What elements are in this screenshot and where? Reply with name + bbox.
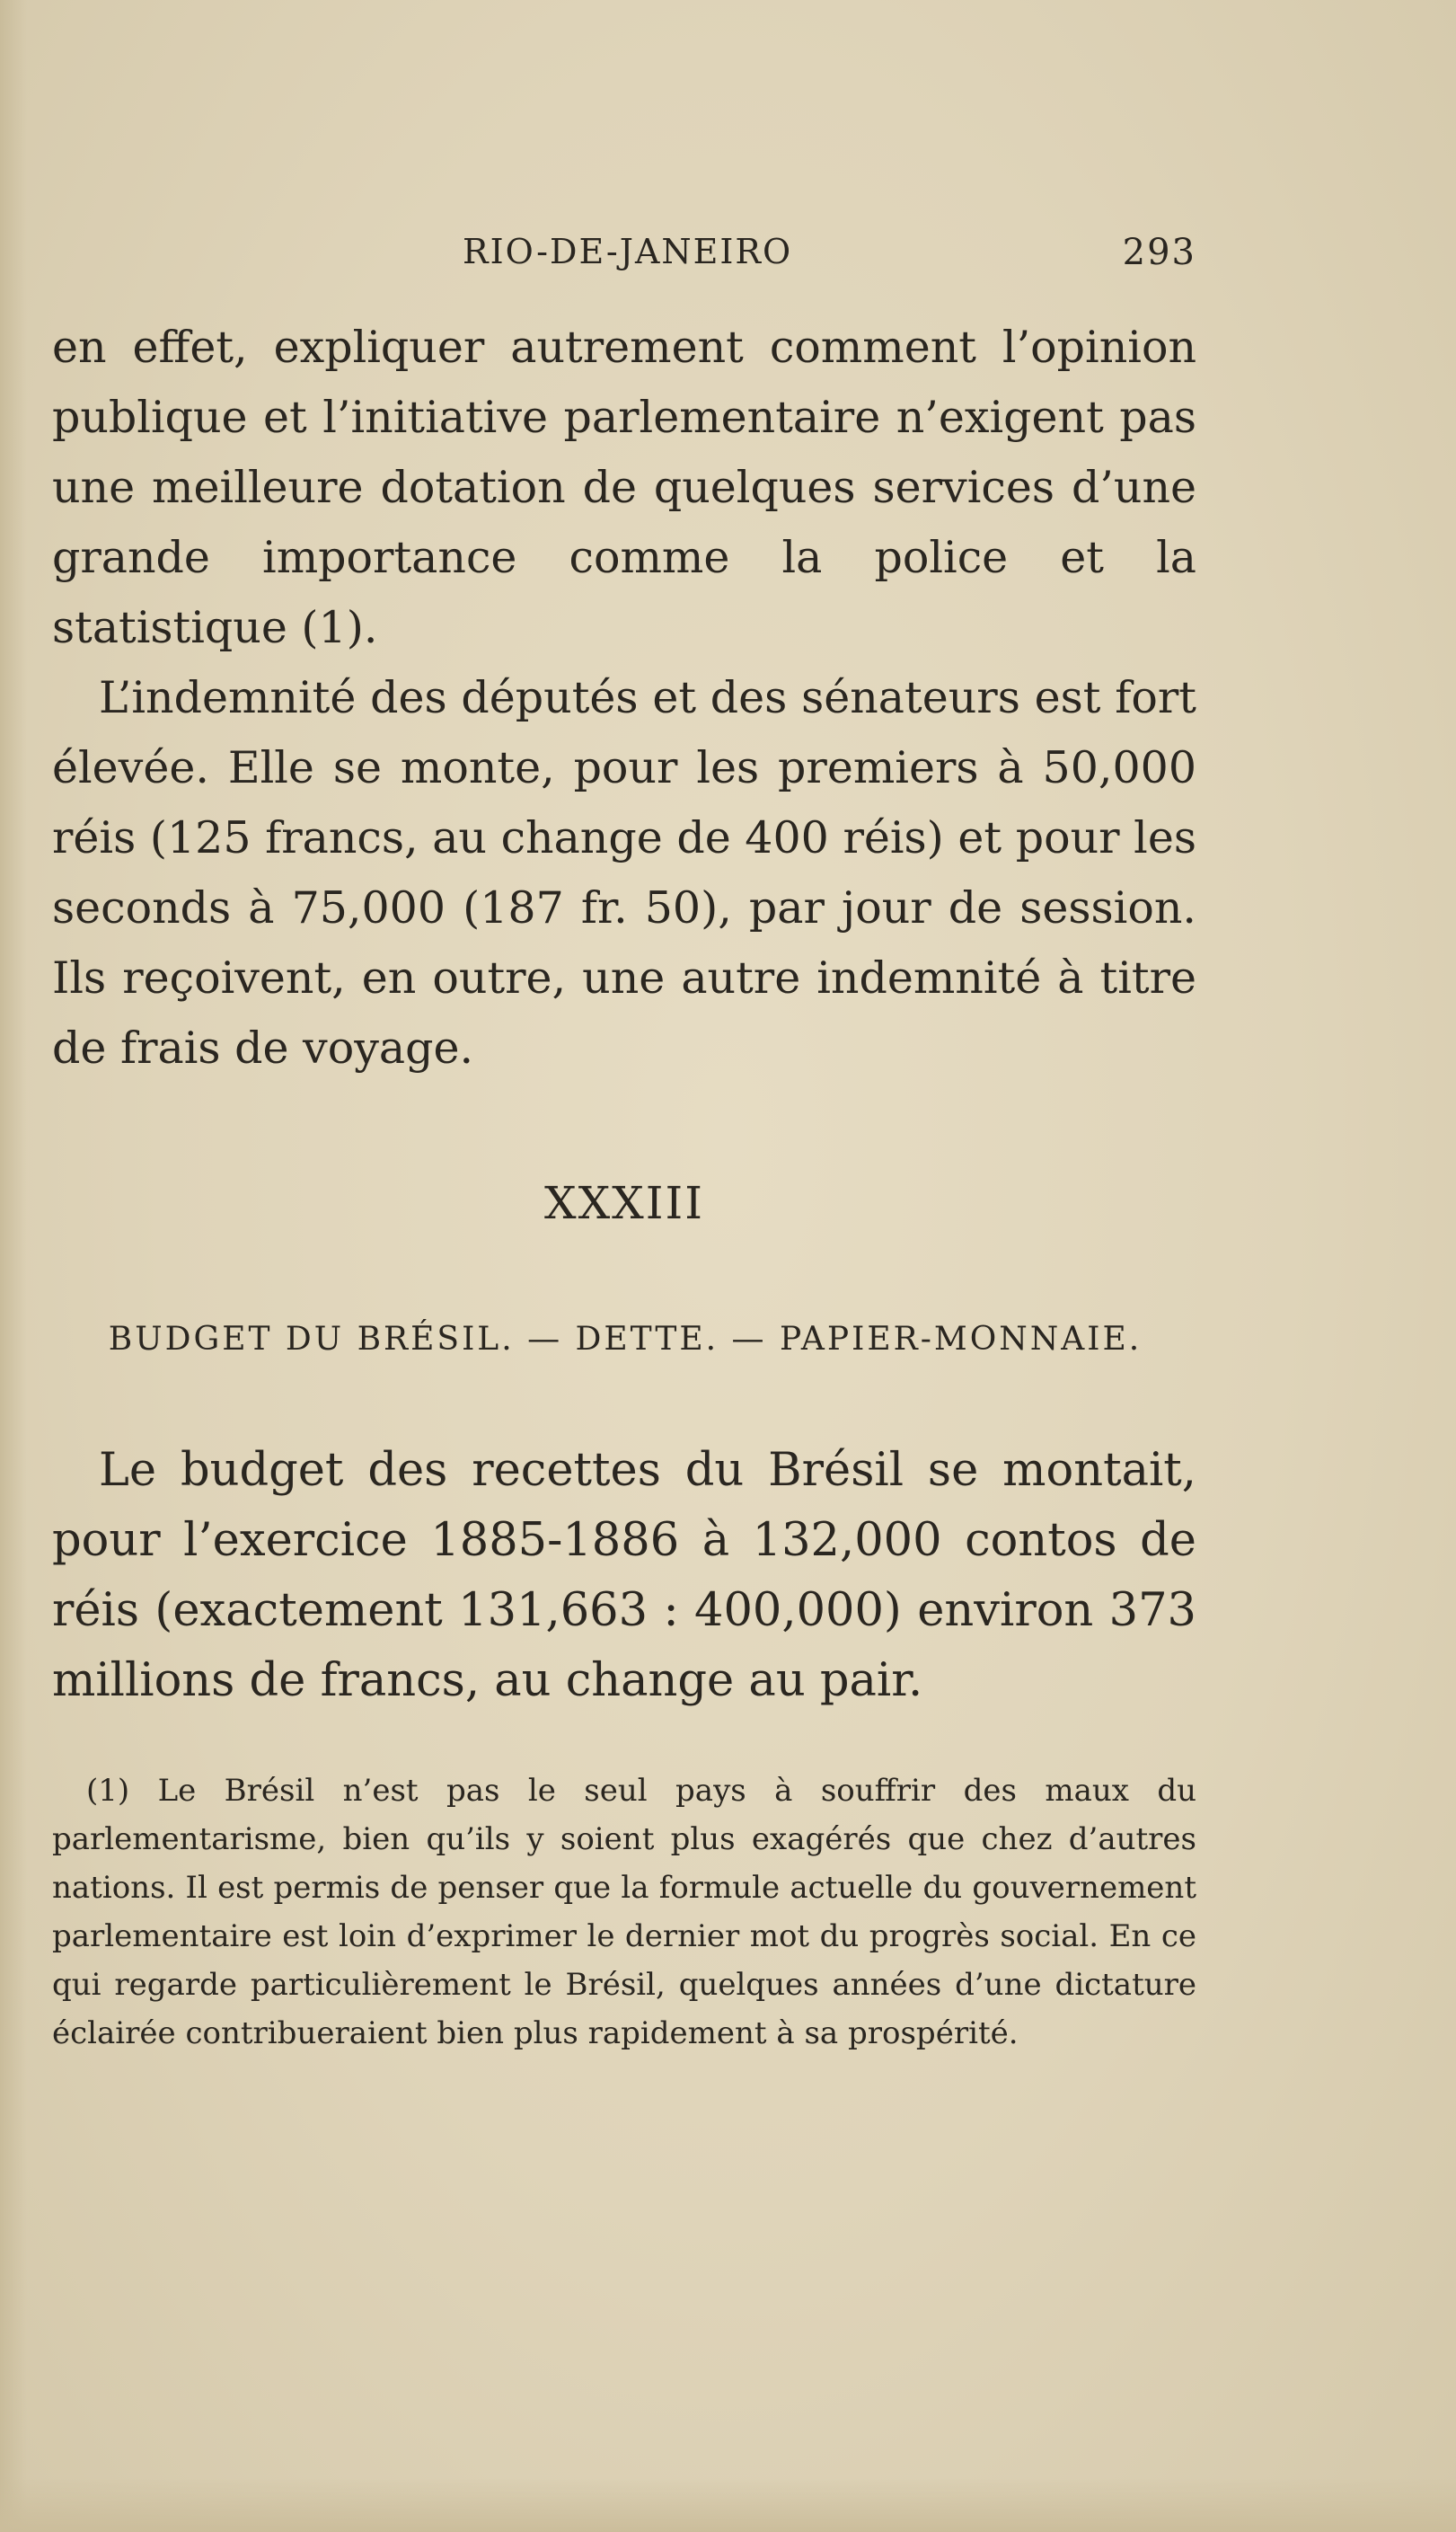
paragraph-budget: Le budget des recettes du Brésil se montait, pour l’exercice 1885-1886 à 132,000 contos de réis (exactement 131,663 : 400,000) environ 373 millions de francs, au change au pair. <box>52 1444 1196 1707</box>
paragraph-indemnity: L’indemnité des députés et des sénateurs est fort élevée. Elle se monte, pour les premiers à 50,000 réis (125 francs, au change de 400 réis) et pour les seconds à 75,000 (187 fr. 50), par jour de session. Ils reçoivent, en outre, une autre indemnité à titre de frais de voyage. <box>52 672 1196 1074</box>
page-bottom-shadow <box>0 2478 1456 2532</box>
paragraph-continuation: en effet, expliquer autrement comment l’opinion publique et l’initiative parlementaire n’exigent pas une meilleure dotation de quelques services d’une grande importance comme la police et la statistique (1). <box>52 322 1196 653</box>
page-number: 293 <box>1122 232 1196 273</box>
running-head: RIO-DE-JANEIRO <box>463 232 793 271</box>
section-title: BUDGET DU BRÉSIL. — DETTE. — PAPIER-MONNAIE. <box>108 1321 1143 1358</box>
page-header <box>54 232 1196 277</box>
section-number: XXXIII <box>543 1177 705 1229</box>
page-edge-shadow <box>0 0 27 2532</box>
footnote: (1) Le Brésil n’est pas le seul pays à souffrir des maux du parlementarisme, bien qu’ils y soient plus exagérés que chez d’autres nations. Il est permis de penser que la formule actuelle du gouvernement parlementaire est loin d’exprimer le dernier mot du progrès social. En ce qui regarde particulièrement le Brésil, quelques années d’une dictature éclairée contribueraient bien plus rapidement à sa prospérité. <box>52 1773 1196 2051</box>
